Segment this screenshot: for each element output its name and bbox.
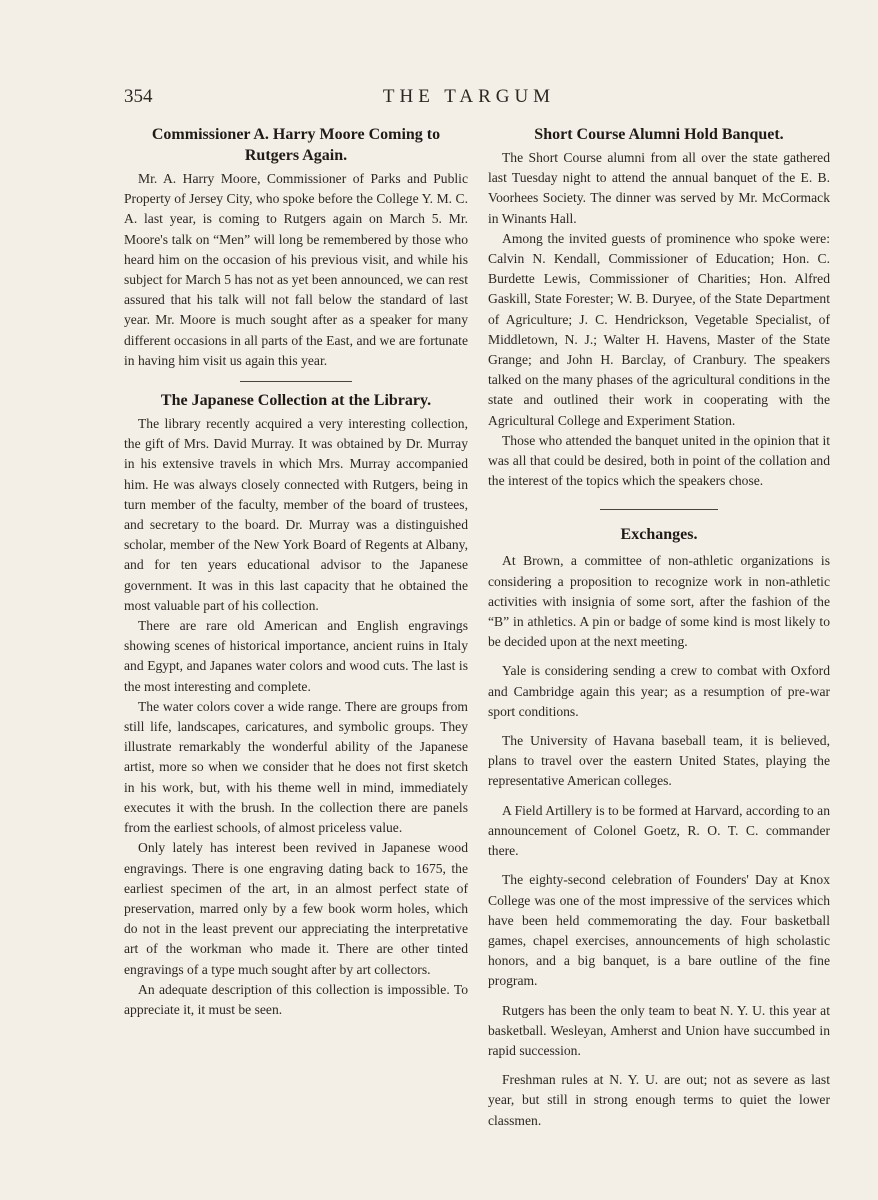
article-paragraph: An adequate description of this collection is impossible. To appreciate it, it must be seen. [124, 981, 468, 1017]
article-paragraph: The library recently acquired a very interesting collection, the gift of Mrs. David Murray. It was obtained by Dr. Murray in his extensive travels in which Mrs. Murray accompanied him. He was always closely connected with Rutgers, being in turn member of the faculty, member of the board of trustees, and secretary to the board. Dr. Murray was a distinguished scholar, member of the New York Board of Regents at Albany, and for ten years educational advisor to the Japanese government. It was in this last capacity that he obtained the most valuable part of his collection. [124, 416, 468, 613]
section-divider [240, 381, 352, 382]
article-title: Commissioner A. Harry Moore Coming to Rutgers Again. [151, 126, 441, 164]
page-number: 354 [124, 86, 153, 107]
article-paragraph: There are rare old American and English engravings showing scenes of historical importance, ancient ruins in Italy and Egypt, and Japanes water colors and wood cuts. The last is the most interesting and complete. [124, 618, 468, 694]
article-paragraph: The water colors cover a wide range. There are groups from still life, landscapes, caricatures, and symbolic groups. They illustrate remarkably the wonderful ability of the Japanese artist, more so when we consider that he does not first sketch in his work, but, with his theme well in mind, immediately executes it with the brush. In the collection there are panels from the earliest schools, of almost priceless value. [124, 698, 468, 836]
article-short-course-banquet [488, 124, 830, 491]
article-title: Short Course Alumni Hold Banquet. [534, 126, 784, 143]
article-title: Exchanges. [620, 526, 698, 544]
article-moore [124, 124, 468, 371]
article-paragraph: Rutgers has been the only team to beat N. Y. U. this year at basketball. Wesleyan, Amherst and Union have succumbed in rapid succession. [488, 1002, 830, 1058]
article-paragraph: Freshman rules at N. Y. U. are out; not as severe as last year, but still in strong enough terms to quiet the lower classmen. [488, 1072, 830, 1128]
article-paragraph: The Short Course alumni from all over the state gathered last Tuesday night to attend the annual banquet of the E. B. Voorhees Society. The dinner was served by Mr. McCormack in Winants Hall. [488, 150, 830, 226]
article-paragraph: Yale is considering sending a crew to combat with Oxford and Cambridge again this year; as a resumption of pre-war sport conditions. [488, 663, 830, 719]
article-paragraph: Only lately has interest been revived in Japanese wood engravings. There is one engraving dating back to 1675, the earliest specimen of the art, in an almost perfect state of preservation, marred only by a few book worm holes, which do not in the least prevent our appreciating the interpretative art of the workman who made it. There are other tinted engravings of a type much sought after by art collectors. [124, 840, 468, 977]
article-title: The Japanese Collection at the Library. [160, 392, 432, 410]
article-paragraph: Among the invited guests of prominence who spoke were: Calvin N. Kendall, Commissioner of Education; Hon. C. Burdette Lewis, Commissioner of Charities; Hon. Alfred Gaskill, State Forester; W. B. Duryee, of the State Department of Agriculture; J. C. Hendrickson, Vegetable Specialist, of Middletown, N. J.; Walter H. Havens, Master of the State Grange; and John H. Barclay, of Cranbury. The speakers talked on the many phases of the agricultural conditions in the state and outlined their work in cooperating with the Agricultural College and Experiment Station. [488, 230, 830, 428]
right-column [488, 124, 830, 1131]
article-paragraph: A Field Artillery is to be formed at Harvard, according to an announcement of Colonel Goetz, R. O. T. C. commander there. [488, 802, 830, 859]
masthead-title: THE TARGUM [382, 86, 556, 107]
article-paragraph: Those who attended the banquet united in the opinion that it was all that could be desired, both in point of the collation and the interest of the topics which the speakers chose. [488, 432, 830, 489]
article-paragraph: The University of Havana baseball team, it is believed, plans to travel over the eastern United States, playing the representative American colleges. [488, 733, 830, 789]
article-exchanges [488, 524, 830, 1130]
article-paragraph: Mr. A. Harry Moore, Commissioner of Parks and Public Property of Jersey City, who spoke before the College Y. M. C. A. last year, is coming to Rutgers again on March 5. Mr. Moore's talk on “Men” will long be remembered by those who heard him on the occasion of his previous visit, and while his subject for March 5 has not as yet been announced, we can rest assured that his talk will not fall below the standard of last year. Mr. Moore is much sought after as a speaker for many different occasions in all parts of the East, and we are fortunate in having him visit us again this year. [124, 171, 468, 368]
page-header [124, 86, 814, 116]
article-paragraph: The eighty-second celebration of Founders' Day at Knox College was one of the most impressive of the services which have been held commemorating the day. Four basketball games, chapel exercises, announcements of high scholastic honors, and a big banquet, is a bare outline of the fine program. [488, 872, 830, 989]
left-column [124, 124, 468, 1020]
article-paragraph: At Brown, a committee of non-athletic organizations is considering a proposition to recognize work in non-athletic activities with insignia of some sort, after the fashion of the “B” in athletics. A pin or badge of some kind is most likely to be decided upon at the next meeting. [488, 553, 830, 650]
section-divider [600, 509, 718, 510]
article-japanese-collection [124, 390, 468, 1020]
